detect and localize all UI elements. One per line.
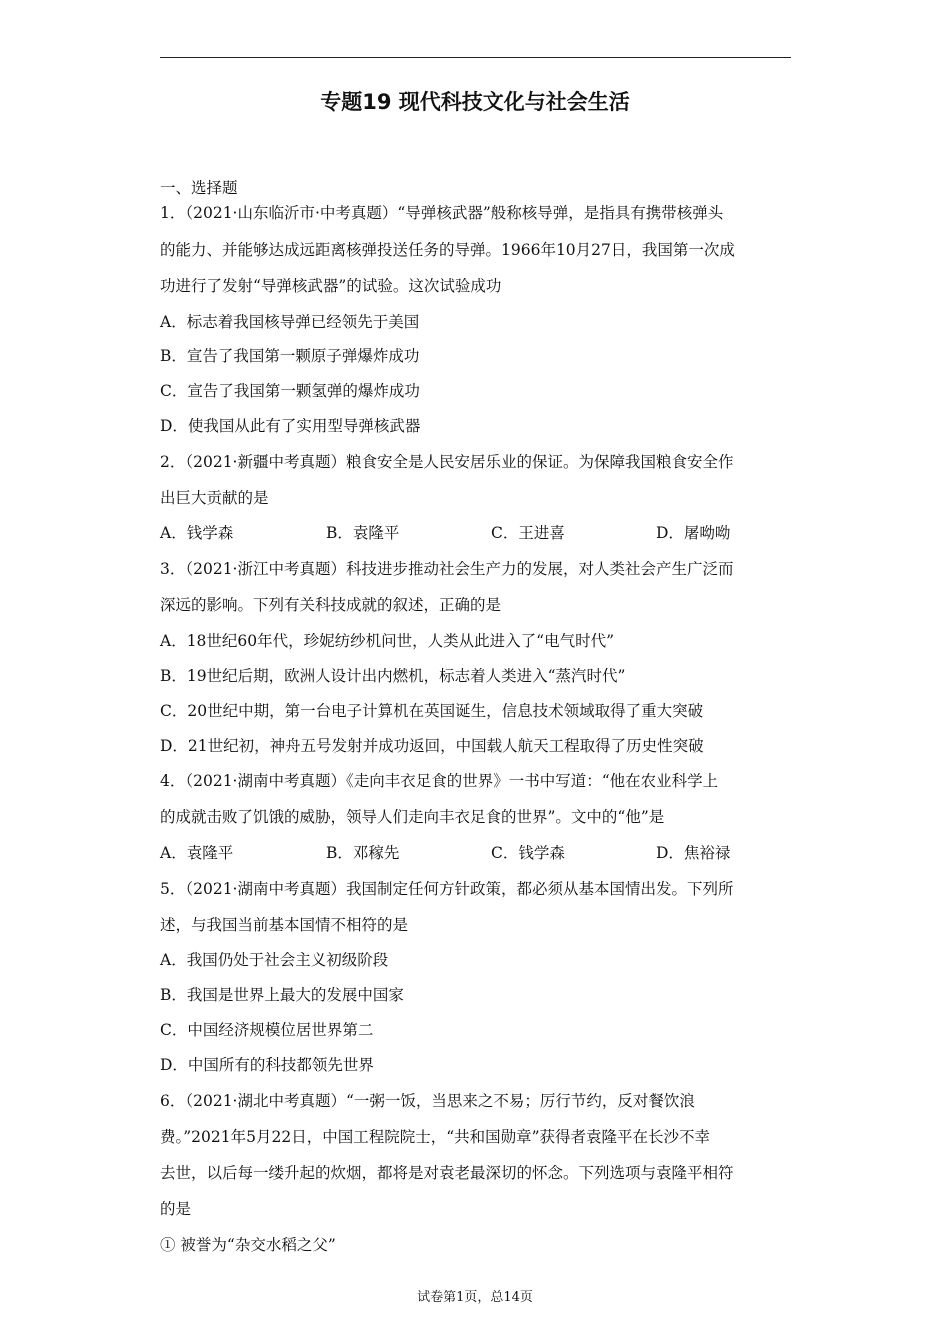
q1-stem-line-3: 功进行了发射“导弹核武器”的试验。这次试验成功 bbox=[160, 277, 502, 295]
q2-stem-line-2: 出巨大贡献的是 bbox=[160, 489, 269, 507]
q1-option-d: D．使我国从此有了实用型导弹核武器 bbox=[160, 417, 421, 435]
q4-stem-line-2: 的成就击败了饥饿的威胁，领导人们走向丰衣足食的世界”。文中的“他”是 bbox=[160, 808, 665, 826]
q4-stem-line-1: 4．（2021·湖南中考真题）《走向丰衣足食的世界》一书中写道：“他在农业科学上 bbox=[160, 772, 719, 790]
q6-stem-line-3: 去世，以后每一缕升起的炊烟，都将是对袁老最深切的怀念。下列选项与袁隆平相符 bbox=[160, 1164, 734, 1182]
q6-item-1: ① 被誉为“杂交水稻之父” bbox=[160, 1236, 336, 1254]
q5-stem-line-1: 5．（2021·湖南中考真题）我国制定任何方针政策，都必须从基本国情出发。下列所 bbox=[160, 880, 734, 898]
q5-option-a: A．我国仍处于社会主义初级阶段 bbox=[160, 951, 389, 969]
q5-option-c: C．中国经济规模位居世界第二 bbox=[160, 1021, 374, 1039]
q3-option-d: D．21世纪初，神舟五号发射并成功返回，中国载人航天工程取得了历史性突破 bbox=[160, 737, 704, 755]
q4-option-a: A．袁隆平 bbox=[160, 844, 234, 862]
page-title: 专题19 现代科技文化与社会生活 bbox=[320, 90, 630, 114]
q1-option-c: C．宣告了我国第一颗氢弹的爆炸成功 bbox=[160, 382, 420, 400]
section-heading: 一、选择题 bbox=[160, 179, 238, 197]
q2-option-d: D．屠呦呦 bbox=[656, 524, 731, 542]
q4-option-c: C．钱学森 bbox=[491, 844, 565, 862]
q5-stem-line-2: 述，与我国当前基本国情不相符的是 bbox=[160, 916, 409, 934]
q3-stem-line-1: 3．（2021·浙江中考真题）科技进步推动社会生产力的发展，对人类社会产生广泛而 bbox=[160, 560, 734, 578]
q6-stem-line-4: 的是 bbox=[160, 1200, 192, 1218]
q3-option-c: C．20世纪中期，第一台电子计算机在英国诞生，信息技术领域取得了重大突破 bbox=[160, 702, 704, 720]
q6-stem-line-1: 6．（2021·湖北中考真题）“一粥一饭，当思来之不易；厉行节约，反对餐饮浪 bbox=[160, 1092, 695, 1110]
q2-option-c: C．王进喜 bbox=[491, 524, 565, 542]
q1-stem-line-1: 1．（2021·山东临沂市·中考真题）“导弹核武器”般称核导弹，是指具有携带核弹头 bbox=[160, 204, 724, 222]
q4-option-b: B．邓稼先 bbox=[326, 844, 400, 862]
q6-stem-line-2: 费。”2021年5月22日，中国工程院院士，“共和国勋章”获得者袁隆平在长沙不幸 bbox=[160, 1128, 711, 1146]
q4-option-d: D．焦裕禄 bbox=[656, 844, 731, 862]
q2-option-a: A．钱学森 bbox=[160, 524, 234, 542]
q1-option-b: B．宣告了我国第一颗原子弹爆炸成功 bbox=[160, 347, 420, 365]
q1-stem-line-2: 的能力、并能够达成远距离核弹投送任务的导弹。1966年10月27日，我国第一次成 bbox=[160, 241, 735, 259]
q2-option-b: B．袁隆平 bbox=[326, 524, 400, 542]
q5-option-d: D．中国所有的科技都领先世界 bbox=[160, 1056, 374, 1074]
q3-stem-line-2: 深远的影响。下列有关科技成就的叙述，正确的是 bbox=[160, 596, 502, 614]
q3-option-b: B．19世纪后期，欧洲人设计出内燃机，标志着人类进入“蒸汽时代” bbox=[160, 667, 626, 685]
page-footer: 试卷第1页，总14页 bbox=[417, 1290, 533, 1305]
q2-stem-line-1: 2．（2021·新疆中考真题）粮食安全是人民安居乐业的保证。为保障我国粮食安全作 bbox=[160, 453, 734, 471]
q5-option-b: B．我国是世界上最大的发展中国家 bbox=[160, 986, 404, 1004]
q3-option-a: A．18世纪60年代，珍妮纺纱机问世，人类从此进入了“电气时代” bbox=[160, 632, 614, 650]
q1-option-a: A．标志着我国核导弹已经领先于美国 bbox=[160, 313, 420, 331]
header-rule bbox=[160, 57, 791, 58]
